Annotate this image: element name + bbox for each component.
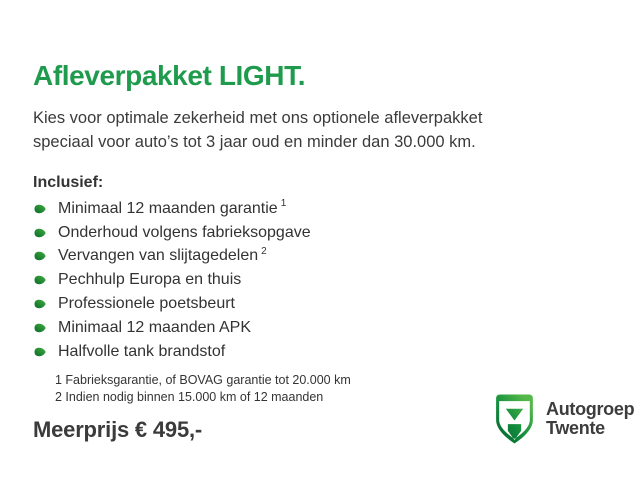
intro-text — [33, 106, 513, 154]
include-item — [33, 221, 513, 245]
include-item-text: Halfvolle tank brandstof — [58, 342, 226, 360]
includes-list — [33, 197, 513, 364]
intro-line-1: Kies voor optimale zekerheid met ons optionele afleverpakket — [33, 109, 483, 127]
include-item-superscript: 1 — [280, 198, 287, 210]
include-item-text: Minimaal 12 maanden garantie — [58, 199, 278, 217]
logo-name-line2: Twente — [546, 418, 605, 438]
include-item-text: Minimaal 12 maanden APK — [58, 318, 251, 336]
intro-line-2: speciaal voor auto’s tot 3 jaar oud en minder dan 30.000 km. — [33, 133, 476, 151]
include-item — [33, 340, 513, 364]
include-item — [33, 268, 513, 292]
include-item-text: Professionele poetsbeurt — [58, 295, 235, 313]
include-item-superscript: 2 — [261, 245, 267, 257]
footnote-line: 1 Fabrieksgarantie, of BOVAG garantie tot 20.000 km — [55, 372, 351, 387]
content-column — [33, 60, 513, 443]
logo — [491, 392, 634, 446]
price-text: Meerprijs € 495,- — [33, 416, 203, 442]
leaf-bullet-icon — [33, 204, 46, 214]
include-item-text: Vervangen van slijtagedelen — [58, 247, 259, 265]
leaf-bullet-icon — [33, 275, 46, 285]
leaf-bullet-icon — [33, 323, 46, 333]
include-item-text: Pechhulp Europa en thuis — [58, 271, 242, 289]
include-item — [33, 292, 513, 316]
leaf-bullet-icon — [33, 299, 46, 309]
autogroep-shield-icon — [491, 392, 538, 446]
include-item-text: Onderhoud volgens fabrieksopgave — [58, 223, 311, 241]
include-item — [33, 316, 513, 340]
leaf-bullet-icon — [33, 347, 46, 357]
leaf-bullet-icon — [33, 228, 46, 238]
leaf-bullet-icon — [33, 251, 46, 261]
logo-wordmark — [546, 400, 634, 438]
logo-name-line1: Autogroep — [546, 399, 635, 419]
page-title: Afleverpakket LIGHT. — [33, 60, 306, 91]
include-item — [33, 197, 513, 221]
includes-label: Inclusief: — [33, 174, 104, 191]
footnote-line: 2 Indien nodig binnen 15.000 km of 12 maanden — [55, 390, 324, 405]
include-item — [33, 245, 513, 269]
footnotes — [55, 372, 513, 407]
